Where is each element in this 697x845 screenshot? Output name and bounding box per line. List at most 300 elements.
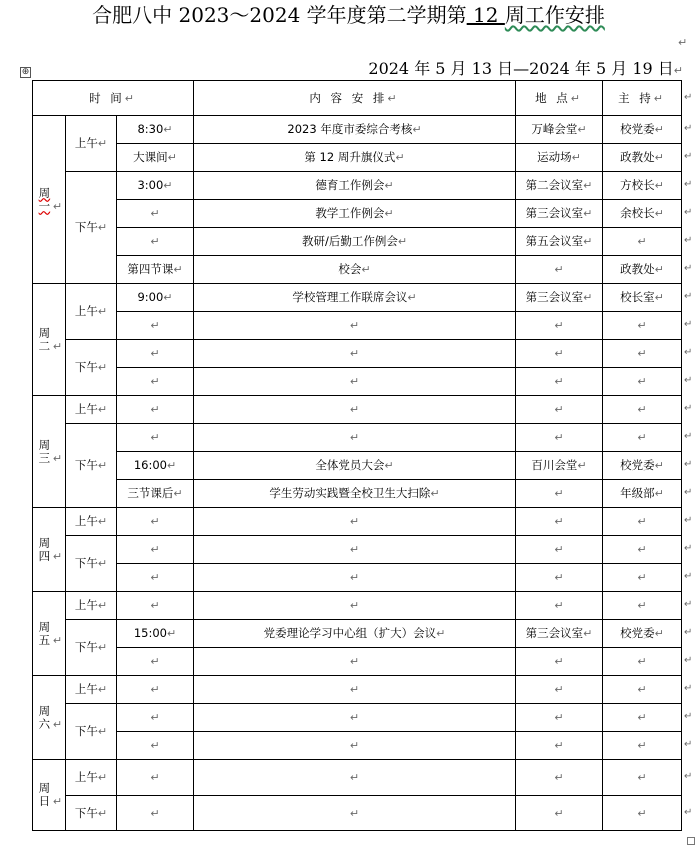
host-cell bbox=[603, 368, 682, 396]
content-cell bbox=[194, 564, 516, 592]
content-cell bbox=[194, 676, 516, 704]
paragraph-mark-icon: ↵ bbox=[684, 123, 693, 134]
table-row bbox=[33, 480, 682, 508]
day-cell: 周日 ↵ bbox=[33, 760, 66, 831]
half-day-cell: 下午↵ bbox=[66, 172, 117, 284]
host-cell: 校党委↵ bbox=[603, 452, 682, 480]
place-cell bbox=[516, 564, 603, 592]
host-cell: 政教处↵ bbox=[603, 144, 682, 172]
table-row bbox=[33, 312, 682, 340]
paragraph-mark-icon: ↵ bbox=[583, 627, 593, 640]
paragraph-mark-icon: ↵ bbox=[554, 319, 564, 332]
half-day-cell: 下午↵ bbox=[66, 424, 117, 508]
paragraph-mark-icon: ↵ bbox=[554, 431, 564, 444]
half-day-cell: 上午↵ bbox=[66, 396, 117, 424]
paragraph-mark-icon: ↵ bbox=[554, 806, 564, 820]
paragraph-mark-icon: ↵ bbox=[554, 403, 564, 416]
paragraph-mark-icon: ↵ bbox=[150, 806, 160, 820]
paragraph-mark-icon: ↵ bbox=[684, 487, 693, 498]
table-row bbox=[33, 424, 682, 452]
paragraph-mark-icon: ↵ bbox=[52, 451, 63, 465]
paragraph-mark-icon: ↵ bbox=[637, 806, 647, 820]
place-cell: 万峰会堂↵ bbox=[516, 116, 603, 144]
paragraph-mark-icon: ↵ bbox=[554, 739, 564, 752]
header-host: 主 持↵ bbox=[603, 81, 682, 116]
paragraph-mark-icon: ↵ bbox=[97, 771, 108, 784]
host-cell bbox=[603, 676, 682, 704]
table-row bbox=[33, 200, 682, 228]
paragraph-mark-icon: ↵ bbox=[684, 347, 693, 358]
host-cell bbox=[603, 312, 682, 340]
half-day-cell: 上午↵ bbox=[66, 676, 117, 704]
table-row bbox=[33, 796, 682, 831]
host-cell bbox=[603, 704, 682, 732]
time-cell bbox=[117, 676, 194, 704]
place-cell bbox=[516, 396, 603, 424]
paragraph-mark-icon: ↵ bbox=[97, 361, 108, 374]
paragraph-mark-icon: ↵ bbox=[554, 711, 564, 724]
paragraph-mark-icon: ↵ bbox=[349, 771, 360, 784]
paragraph-mark-icon: ↵ bbox=[583, 291, 593, 304]
paragraph-mark-icon: ↵ bbox=[163, 123, 173, 136]
paragraph-mark-icon: ↵ bbox=[684, 92, 693, 103]
paragraph-mark-icon: ↵ bbox=[637, 571, 647, 584]
paragraph-mark-icon: ↵ bbox=[637, 375, 647, 388]
day-cell: 周一 ↵ bbox=[33, 116, 66, 284]
content-cell: 第 12 周升旗仪式↵ bbox=[194, 144, 516, 172]
paragraph-mark-icon: ↵ bbox=[554, 487, 564, 500]
paragraph-mark-icon: ↵ bbox=[654, 123, 664, 136]
paragraph-mark-icon: ↵ bbox=[150, 403, 160, 416]
half-day-cell: 上午↵ bbox=[66, 116, 117, 172]
host-cell bbox=[603, 340, 682, 368]
header-time: 时 间↵ bbox=[33, 81, 194, 116]
paragraph-mark-icon: ↵ bbox=[150, 543, 160, 556]
paragraph-mark-icon: ↵ bbox=[684, 807, 693, 818]
paragraph-mark-icon: ↵ bbox=[684, 375, 693, 386]
half-day-cell: 上午↵ bbox=[66, 592, 117, 620]
paragraph-mark-icon: ↵ bbox=[654, 487, 664, 500]
paragraph-mark-icon: ↵ bbox=[554, 375, 564, 388]
paragraph-mark-icon: ↵ bbox=[412, 123, 422, 136]
paragraph-mark-icon: ↵ bbox=[637, 599, 647, 612]
time-cell bbox=[117, 340, 194, 368]
paragraph-mark-icon: ↵ bbox=[52, 199, 63, 213]
half-day-cell: 下午↵ bbox=[66, 620, 117, 676]
table-move-handle-icon[interactable]: ⊕ bbox=[21, 67, 30, 77]
paragraph-mark-icon: ↵ bbox=[150, 431, 160, 444]
paragraph-mark-icon: ↵ bbox=[166, 459, 177, 472]
content-cell bbox=[194, 508, 516, 536]
paragraph-mark-icon: ↵ bbox=[150, 683, 160, 696]
place-cell: 第二会议室↵ bbox=[516, 172, 603, 200]
place-cell bbox=[516, 796, 603, 831]
paragraph-mark-icon: ↵ bbox=[637, 711, 647, 724]
time-cell: 三节课后↵ bbox=[117, 480, 194, 508]
host-cell: 校党委↵ bbox=[603, 116, 682, 144]
time-cell bbox=[117, 368, 194, 396]
table-row bbox=[33, 536, 682, 564]
paragraph-mark-icon: ↵ bbox=[163, 291, 173, 304]
header-place: 地 点↵ bbox=[516, 81, 603, 116]
paragraph-mark-icon: ↵ bbox=[97, 305, 108, 318]
paragraph-mark-icon: ↵ bbox=[684, 431, 693, 442]
place-cell bbox=[516, 480, 603, 508]
paragraph-mark-icon: ↵ bbox=[97, 137, 108, 150]
time-cell bbox=[117, 200, 194, 228]
table-row bbox=[33, 564, 682, 592]
content-cell: 党委理论学习中心组（扩大）会议↵ bbox=[194, 620, 516, 648]
paragraph-mark-icon: ↵ bbox=[150, 739, 160, 752]
paragraph-mark-icon: ↵ bbox=[577, 123, 587, 136]
content-cell bbox=[194, 368, 516, 396]
time-cell: 16:00↵ bbox=[117, 452, 194, 480]
table-row bbox=[33, 508, 682, 536]
place-cell: 第三会议室↵ bbox=[516, 620, 603, 648]
paragraph-mark-icon: ↵ bbox=[684, 683, 693, 694]
half-day-cell: 下午↵ bbox=[66, 796, 117, 831]
table-row bbox=[33, 648, 682, 676]
time-cell bbox=[117, 704, 194, 732]
time-cell bbox=[117, 760, 194, 796]
place-cell bbox=[516, 732, 603, 760]
paragraph-mark-icon: ↵ bbox=[349, 347, 360, 360]
title-pre: 合肥八中 2023～2024 学年度第二学期第 bbox=[92, 3, 467, 27]
time-cell bbox=[117, 312, 194, 340]
paragraph-mark-icon: ↵ bbox=[554, 655, 564, 668]
content-cell bbox=[194, 732, 516, 760]
day-cell: 周三 ↵ bbox=[33, 396, 66, 508]
paragraph-mark-icon: ↵ bbox=[554, 599, 564, 612]
paragraph-mark-icon: ↵ bbox=[349, 515, 360, 528]
time-cell bbox=[117, 732, 194, 760]
content-cell: 学校管理工作联席会议↵ bbox=[194, 284, 516, 312]
paragraph-mark-icon: ↵ bbox=[684, 151, 693, 162]
header-row bbox=[33, 81, 682, 116]
content-cell bbox=[194, 340, 516, 368]
time-cell bbox=[117, 508, 194, 536]
paragraph-mark-icon: ↵ bbox=[583, 179, 593, 192]
paragraph-mark-icon: ↵ bbox=[173, 263, 183, 276]
table-row bbox=[33, 704, 682, 732]
paragraph-mark-icon: ↵ bbox=[430, 487, 440, 500]
content-cell: 德育工作例会↵ bbox=[194, 172, 516, 200]
table-row bbox=[33, 144, 682, 172]
paragraph-mark-icon: ↵ bbox=[150, 347, 160, 360]
content-cell: 学生劳动实践暨全校卫生大扫除↵ bbox=[194, 480, 516, 508]
host-cell: 校长室↵ bbox=[603, 284, 682, 312]
table-row bbox=[33, 368, 682, 396]
paragraph-mark-icon: ↵ bbox=[349, 543, 360, 556]
page-title bbox=[0, 2, 697, 28]
time-cell: 9:00↵ bbox=[117, 284, 194, 312]
table-row bbox=[33, 592, 682, 620]
paragraph-mark-icon: ↵ bbox=[684, 291, 693, 302]
paragraph-mark-icon: ↵ bbox=[97, 599, 108, 612]
paragraph-mark-icon: ↵ bbox=[97, 515, 108, 528]
host-cell: 余校长↵ bbox=[603, 200, 682, 228]
paragraph-mark-icon: ↵ bbox=[150, 515, 160, 528]
paragraph-mark-icon: ↵ bbox=[554, 771, 564, 784]
paragraph-mark-icon: ↵ bbox=[349, 599, 360, 612]
header-content: 内 容 安 排↵ bbox=[194, 81, 516, 116]
time-cell: 3:00↵ bbox=[117, 172, 194, 200]
half-day-cell: 下午↵ bbox=[66, 536, 117, 592]
paragraph-mark-icon: ↵ bbox=[150, 771, 160, 784]
host-cell bbox=[603, 732, 682, 760]
time-cell bbox=[117, 592, 194, 620]
paragraph-mark-icon: ↵ bbox=[52, 339, 63, 353]
host-cell bbox=[603, 648, 682, 676]
host-cell bbox=[603, 592, 682, 620]
paragraph-mark-icon: ↵ bbox=[684, 179, 693, 190]
content-cell bbox=[194, 396, 516, 424]
time-cell bbox=[117, 424, 194, 452]
day-cell: 周六 ↵ bbox=[33, 676, 66, 760]
host-cell bbox=[603, 564, 682, 592]
paragraph-mark-icon: ↵ bbox=[637, 655, 647, 668]
host-cell: 政教处↵ bbox=[603, 256, 682, 284]
table-row bbox=[33, 172, 682, 200]
paragraph-mark-icon: ↵ bbox=[637, 515, 647, 528]
paragraph-mark-icon: ↵ bbox=[167, 151, 177, 164]
paragraph-mark-icon: ↵ bbox=[150, 571, 160, 584]
paragraph-mark-icon: ↵ bbox=[166, 627, 177, 640]
table-row bbox=[33, 228, 682, 256]
place-cell: 第三会议室↵ bbox=[516, 284, 603, 312]
paragraph-mark-icon: ↵ bbox=[349, 403, 360, 416]
place-cell bbox=[516, 760, 603, 796]
paragraph-mark-icon: ↵ bbox=[673, 64, 683, 77]
paragraph-mark-icon: ↵ bbox=[637, 739, 647, 752]
paragraph-mark-icon: ↵ bbox=[163, 179, 173, 192]
time-cell bbox=[117, 536, 194, 564]
paragraph-mark-icon: ↵ bbox=[654, 291, 664, 304]
paragraph-mark-icon: ↵ bbox=[349, 806, 360, 820]
host-cell bbox=[603, 508, 682, 536]
paragraph-mark-icon: ↵ bbox=[349, 655, 360, 668]
paragraph-mark-icon: ↵ bbox=[554, 543, 564, 556]
paragraph-mark-icon: ↵ bbox=[173, 487, 183, 500]
place-cell bbox=[516, 424, 603, 452]
paragraph-mark-icon: ↵ bbox=[684, 655, 693, 666]
paragraph-mark-icon: ↵ bbox=[554, 571, 564, 584]
paragraph-mark-icon: ↵ bbox=[397, 235, 408, 248]
paragraph-mark-icon: ↵ bbox=[150, 599, 160, 612]
paragraph-mark-icon: ↵ bbox=[436, 627, 446, 640]
host-cell bbox=[603, 424, 682, 452]
paragraph-mark-icon: ↵ bbox=[684, 571, 693, 582]
host-cell bbox=[603, 396, 682, 424]
paragraph-mark-icon: ↵ bbox=[654, 151, 664, 164]
day-cell: 周四 ↵ bbox=[33, 508, 66, 592]
paragraph-mark-icon: ↵ bbox=[554, 347, 564, 360]
place-cell: 第三会议室↵ bbox=[516, 200, 603, 228]
paragraph-mark-icon: ↵ bbox=[554, 683, 564, 696]
time-cell bbox=[117, 648, 194, 676]
host-cell bbox=[603, 228, 682, 256]
paragraph-mark-icon: ↵ bbox=[583, 235, 593, 248]
time-cell bbox=[117, 396, 194, 424]
date-range: 2024 年 5 月 13 日—2024 年 5 月 19 日↵ bbox=[368, 59, 683, 78]
table-row bbox=[33, 396, 682, 424]
table-row bbox=[33, 732, 682, 760]
paragraph-mark-icon: ↵ bbox=[637, 319, 647, 332]
content-cell: 全体党员大会↵ bbox=[194, 452, 516, 480]
content-cell: 2023 年度市委综合考核↵ bbox=[194, 116, 516, 144]
content-cell bbox=[194, 424, 516, 452]
host-cell: 校党委↵ bbox=[603, 620, 682, 648]
time-cell bbox=[117, 564, 194, 592]
paragraph-mark-icon: ↵ bbox=[97, 725, 108, 738]
paragraph-mark-icon: ↵ bbox=[407, 291, 417, 304]
half-day-cell: 上午↵ bbox=[66, 284, 117, 340]
content-cell bbox=[194, 648, 516, 676]
content-cell bbox=[194, 796, 516, 831]
paragraph-mark-icon: ↵ bbox=[684, 319, 693, 330]
paragraph-mark-icon: ↵ bbox=[97, 806, 108, 820]
table-row bbox=[33, 620, 682, 648]
place-cell bbox=[516, 256, 603, 284]
paragraph-mark-icon: ↵ bbox=[637, 771, 647, 784]
content-cell bbox=[194, 592, 516, 620]
paragraph-mark-icon: ↵ bbox=[384, 459, 394, 472]
content-cell bbox=[194, 760, 516, 796]
content-cell: 校会↵ bbox=[194, 256, 516, 284]
paragraph-mark-icon: ↵ bbox=[384, 207, 394, 220]
place-cell bbox=[516, 340, 603, 368]
paragraph-mark-icon: ↵ bbox=[684, 739, 693, 750]
schedule-table bbox=[32, 80, 682, 831]
place-cell: 百川会堂↵ bbox=[516, 452, 603, 480]
place-cell: 第五会议室↵ bbox=[516, 228, 603, 256]
place-cell bbox=[516, 592, 603, 620]
half-day-cell: 下午↵ bbox=[66, 340, 117, 396]
paragraph-mark-icon: ↵ bbox=[684, 627, 693, 638]
host-cell bbox=[603, 796, 682, 831]
paragraph-mark-icon: ↵ bbox=[684, 711, 693, 722]
paragraph-mark-icon: ↵ bbox=[97, 221, 108, 234]
table-row bbox=[33, 340, 682, 368]
host-cell: 方校长↵ bbox=[603, 172, 682, 200]
paragraph-mark-icon: ↵ bbox=[654, 459, 664, 472]
table-row bbox=[33, 676, 682, 704]
title-week-number: 12 bbox=[466, 3, 505, 27]
paragraph-mark-icon: ↵ bbox=[684, 771, 693, 782]
paragraph-mark-icon: ↵ bbox=[349, 431, 360, 444]
time-cell bbox=[117, 796, 194, 831]
paragraph-mark-icon: ↵ bbox=[52, 795, 63, 808]
paragraph-mark-icon: ↵ bbox=[684, 515, 693, 526]
time-cell: 15:00↵ bbox=[117, 620, 194, 648]
paragraph-mark-icon: ↵ bbox=[395, 151, 405, 164]
content-cell: 教研/后勤工作例会↵ bbox=[194, 228, 516, 256]
table-row bbox=[33, 116, 682, 144]
paragraph-mark-icon: ↵ bbox=[349, 711, 360, 724]
place-cell bbox=[516, 536, 603, 564]
paragraph-mark-icon: ↵ bbox=[150, 375, 160, 388]
time-cell: 大课间↵ bbox=[117, 144, 194, 172]
paragraph-mark-icon: ↵ bbox=[571, 151, 581, 164]
place-cell bbox=[516, 648, 603, 676]
paragraph-mark-icon: ↵ bbox=[637, 431, 647, 444]
place-cell bbox=[516, 676, 603, 704]
place-cell: 运动场↵ bbox=[516, 144, 603, 172]
paragraph-mark-icon: ↵ bbox=[637, 683, 647, 696]
table-resize-handle-icon[interactable] bbox=[687, 837, 695, 845]
paragraph-mark-icon: ↵ bbox=[684, 235, 693, 246]
content-cell bbox=[194, 312, 516, 340]
paragraph-mark-icon: ↵ bbox=[150, 711, 160, 724]
half-day-cell: 上午↵ bbox=[66, 760, 117, 796]
paragraph-mark-icon: ↵ bbox=[150, 319, 160, 332]
table-row bbox=[33, 256, 682, 284]
paragraph-mark-icon: ↵ bbox=[384, 179, 394, 192]
paragraph-mark-icon: ↵ bbox=[654, 627, 664, 640]
paragraph-mark-icon: ↵ bbox=[684, 459, 693, 470]
paragraph-mark-icon: ↵ bbox=[150, 655, 160, 668]
paragraph-mark-icon: ↵ bbox=[637, 543, 647, 556]
table-row bbox=[33, 284, 682, 312]
day-cell: 周五 ↵ bbox=[33, 592, 66, 676]
host-cell bbox=[603, 760, 682, 796]
paragraph-mark-icon: ↵ bbox=[97, 557, 108, 570]
paragraph-mark-icon: ↵ bbox=[654, 179, 664, 192]
place-cell bbox=[516, 368, 603, 396]
paragraph-mark-icon: ↵ bbox=[684, 263, 693, 274]
content-cell: 教学工作例会↵ bbox=[194, 200, 516, 228]
time-cell bbox=[117, 228, 194, 256]
paragraph-mark-icon: ↵ bbox=[52, 549, 63, 563]
place-cell bbox=[516, 312, 603, 340]
paragraph-mark-icon: ↵ bbox=[97, 683, 108, 696]
paragraph-mark-icon: ↵ bbox=[583, 207, 593, 220]
half-day-cell: 上午↵ bbox=[66, 508, 117, 536]
paragraph-mark-icon: ↵ bbox=[349, 683, 360, 696]
paragraph-mark-icon: ↵ bbox=[52, 633, 63, 647]
paragraph-mark-icon: ↵ bbox=[654, 263, 664, 276]
paragraph-mark-icon: ↵ bbox=[654, 207, 664, 220]
paragraph-mark-icon: ↵ bbox=[349, 375, 360, 388]
paragraph-mark-icon: ↵ bbox=[637, 347, 647, 360]
paragraph-mark-icon: ↵ bbox=[97, 403, 108, 416]
paragraph-mark-icon: ↵ bbox=[150, 235, 160, 248]
paragraph-mark-icon: ↵ bbox=[684, 207, 693, 218]
paragraph-mark-icon: ↵ bbox=[554, 515, 564, 528]
paragraph-mark-icon: ↵ bbox=[150, 207, 160, 220]
paragraph-mark-icon: ↵ bbox=[684, 403, 693, 414]
day-cell: 周二 ↵ bbox=[33, 284, 66, 396]
paragraph-mark-icon: ↵ bbox=[637, 403, 647, 416]
half-day-cell: 下午↵ bbox=[66, 704, 117, 760]
title-post: 周工作安排 bbox=[504, 3, 605, 27]
content-cell bbox=[194, 704, 516, 732]
paragraph-mark-icon: ↵ bbox=[361, 263, 371, 276]
paragraph-mark-icon: ↵ bbox=[97, 641, 108, 654]
paragraph-mark-icon: ↵ bbox=[678, 36, 688, 49]
paragraph-mark-icon: ↵ bbox=[577, 459, 587, 472]
paragraph-mark-icon: ↵ bbox=[349, 571, 360, 584]
host-cell: 年级部↵ bbox=[603, 480, 682, 508]
paragraph-mark-icon: ↵ bbox=[349, 739, 360, 752]
paragraph-mark-icon: ↵ bbox=[637, 235, 647, 248]
paragraph-mark-icon: ↵ bbox=[554, 263, 564, 276]
paragraph-mark-icon: ↵ bbox=[97, 459, 108, 472]
content-cell bbox=[194, 536, 516, 564]
time-cell: 8:30↵ bbox=[117, 116, 194, 144]
paragraph-mark-icon: ↵ bbox=[684, 599, 693, 610]
place-cell bbox=[516, 508, 603, 536]
